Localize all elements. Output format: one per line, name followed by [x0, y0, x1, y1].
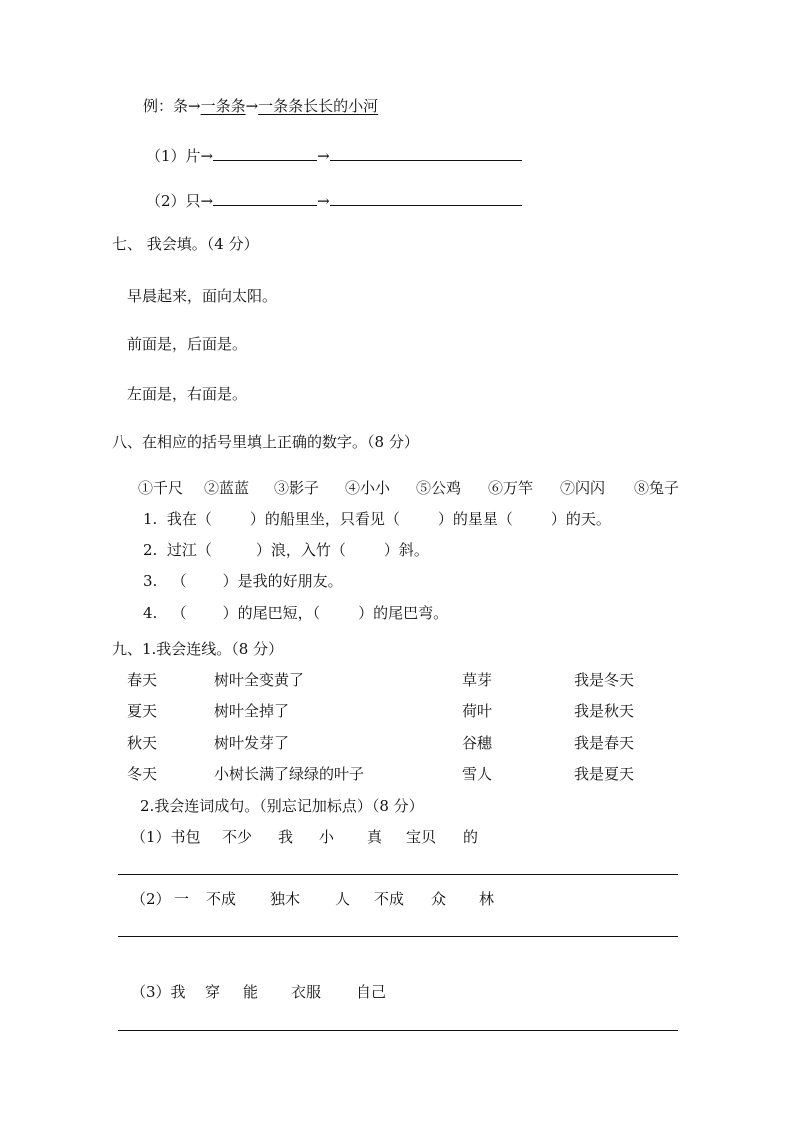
- question-3: 3. （ ）是我的好朋友。: [143, 572, 343, 590]
- word-token: 能: [243, 983, 259, 1001]
- s7-line-1: 早晨起来，面向太阳。: [127, 287, 278, 305]
- word-token: 的: [463, 828, 479, 846]
- word-bank-option: ②蓝蓝: [204, 479, 250, 497]
- match-claim[interactable]: 我是冬天: [574, 671, 635, 689]
- fill-item-2: （2）只→ →: [146, 191, 522, 211]
- word-token: 我: [278, 828, 294, 846]
- answer-line[interactable]: [118, 936, 678, 937]
- question-2: 2. 过江（ ）浪，入竹（ ）斜。: [143, 541, 429, 559]
- section-9-heading: 九、1.我会连线。（8 分）: [112, 640, 284, 658]
- section-8-heading: 八、在相应的括号里填上正确的数字。（8 分）: [112, 433, 419, 451]
- match-season[interactable]: 夏天: [127, 702, 158, 720]
- word-token: 不成: [374, 890, 405, 908]
- word-token: 自己: [356, 983, 387, 1001]
- match-item[interactable]: 谷穗: [462, 734, 493, 752]
- word-token: （2）: [131, 890, 171, 908]
- word-token: 不少: [222, 828, 253, 846]
- word-bank-option: ①千尺: [138, 479, 184, 497]
- word-token: 独木: [270, 890, 301, 908]
- example-phrase-1: 一条条: [200, 97, 246, 115]
- question-4: 4. （ ）的尾巴短，（ ）的尾巴弯。: [143, 604, 449, 622]
- word-bank-option: ⑥万竿: [488, 479, 534, 497]
- match-claim[interactable]: 我是夏天: [574, 765, 635, 783]
- question-1: 1. 我在（ ）的船里坐，只看见（ ）的星星（ ）的天。: [143, 510, 611, 528]
- word-token: 宝贝: [406, 828, 437, 846]
- word-token: 众: [431, 890, 447, 908]
- example-phrase-2: 一条条长长的小河: [258, 97, 379, 115]
- answer-blank[interactable]: [330, 191, 522, 206]
- match-claim[interactable]: 我是秋天: [574, 702, 635, 720]
- word-token: （1）书包: [131, 828, 201, 846]
- word-token: （3）我: [131, 983, 186, 1001]
- match-description[interactable]: 树叶发芽了: [214, 734, 290, 752]
- match-description[interactable]: 树叶全变黄了: [214, 671, 305, 689]
- word-token: 林: [479, 890, 495, 908]
- word-bank-option: ④小小: [345, 479, 391, 497]
- s7-line-3: 左面是，右面是。: [127, 385, 248, 403]
- answer-line[interactable]: [118, 1030, 678, 1031]
- answer-blank[interactable]: [213, 146, 317, 161]
- word-token: 穿: [205, 983, 221, 1001]
- word-token: 人: [335, 890, 351, 908]
- answer-blank[interactable]: [213, 191, 317, 206]
- fill-item-1: （1）片→ →: [146, 146, 522, 166]
- match-description[interactable]: 树叶全掉了: [214, 702, 290, 720]
- word-bank-option: ③影子: [274, 479, 320, 497]
- word-token: 一: [174, 890, 190, 908]
- match-season[interactable]: 秋天: [127, 734, 158, 752]
- word-bank-option: ⑧兔子: [634, 479, 680, 497]
- match-season[interactable]: 春天: [127, 671, 158, 689]
- match-item[interactable]: 雪人: [462, 765, 493, 783]
- word-bank-option: ⑦闪闪: [560, 479, 606, 497]
- word-token: 衣服: [291, 983, 322, 1001]
- match-claim[interactable]: 我是春天: [574, 734, 635, 752]
- match-season[interactable]: 冬天: [127, 765, 158, 783]
- answer-blank[interactable]: [330, 146, 522, 161]
- answer-line[interactable]: [118, 874, 678, 875]
- word-token: 真: [367, 828, 383, 846]
- example-line: 例：条→一条条→一条条长长的小河: [143, 97, 379, 115]
- section-7-heading: 七、 我会填。（4 分）: [112, 235, 259, 253]
- word-token: 小: [319, 828, 335, 846]
- match-description[interactable]: 小树长满了绿绿的叶子: [214, 765, 365, 783]
- subsection-2-heading: 2.我会连词成句。（别忘记加标点）（8 分）: [140, 797, 424, 815]
- match-item[interactable]: 荷叶: [462, 702, 493, 720]
- s7-line-2: 前面是，后面是。: [127, 335, 248, 353]
- word-bank-option: ⑤公鸡: [416, 479, 462, 497]
- word-token: 不成: [206, 890, 237, 908]
- match-item[interactable]: 草芽: [462, 671, 493, 689]
